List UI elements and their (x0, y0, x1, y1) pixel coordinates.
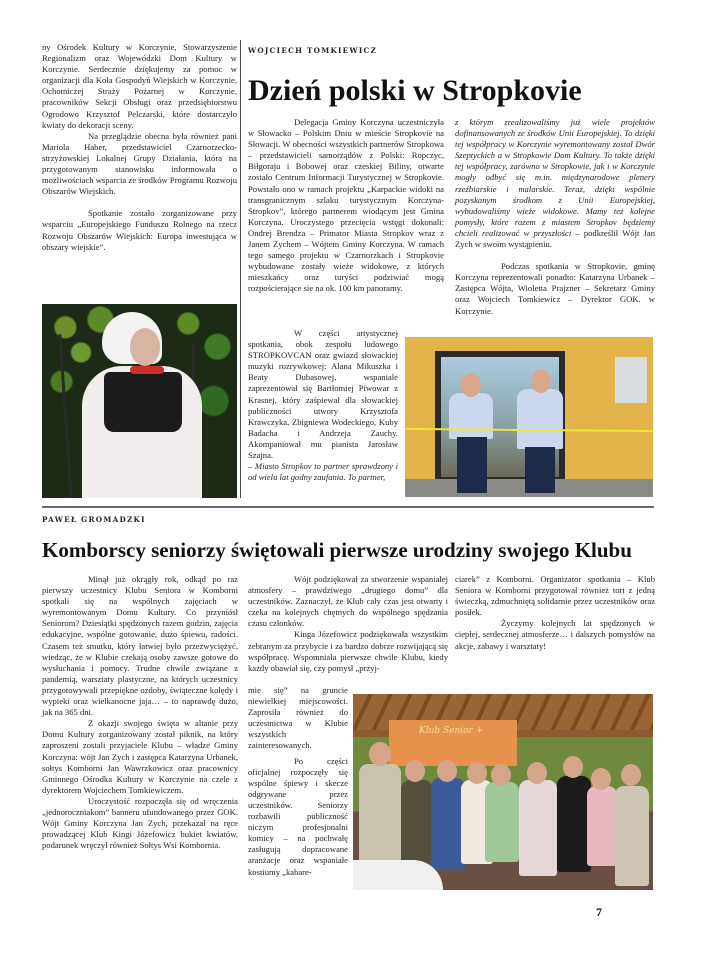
paragraph: Wójt podziękował za stworzenie wspaniałej atmosfery – prawdziwego „drugiego domu” dla uczestników. Zaznaczył, że Klub cały czas jest otwarty i czeka na kolejnych chętnych do wspólnego spędzania czasu członków. (248, 574, 448, 629)
left-column-text (42, 42, 237, 253)
paragraph: Na przeglądzie obecna była również pani Mariola Haber, przedstawiciel Czarnorzecko-strzyżowskiej Lokalnej Grupy Działania, która na przygotowanym stanowisku informowała o możliwościach wsparcia ze środków Programu Rozwoju Obszarów Wiejskich. (42, 130, 237, 197)
folk-singer-photo (42, 304, 237, 498)
article2-col3 (455, 574, 655, 652)
quote-continuation: z którym zrealizowaliśmy już wiele projektów dofinansowanych ze środków Unii Europejskiej. To dzięki tej współpracy w Korczynie wyremontowany został Dwór Szeptyckich a w Stropkowie Dom Kultury. To także dzięki tej współpracy, zarówno w Stropkowie, jak i w Korczynie mogły odbyć się m.in. międzynarodowe plenery rzeźbiarskie i malarskie. Teraz, dzięki wspólnie pozyskanym środkom z Unii Europejskiej, wybudowaliśmy wieże widokowe. Mamy też kolejne pomysły, które razem z miastem Stropkov będziemy chcieli realizować w przyszłości (455, 117, 655, 238)
article1-title: Dzień polski w Stropkovie (248, 74, 582, 107)
paragraph: Kinga Józefowicz podziękowała wszystkim zebranym za przybycie i za bardzo dobrze rozwijającą się współpracę. Wspomniała pierwsze chwile Klubu, kiedy każdy obawiał się, czy pomysł „przyj- (248, 629, 448, 673)
article2-author: PAWEŁ GROMADZKI (42, 515, 146, 524)
section-divider (42, 506, 654, 508)
paragraph: Po części oficjalnej rozpoczęły się wspólne śpiewy i skecze odgrywane przez uczestników. Seniorzy rozbawili publiczność niczym profesjonalni komicy – na pochwałę zasługują dopracowane aranżacje oraz wspaniałe kostiumy „kabare- (248, 755, 348, 877)
paragraph: ciarek” z Komborni. Organizator spotkania – Klub Seniora w Komborni przygotował również tort z jedną świeczką, zdmuchniętą solidarnie przez uczestników oraz posiłek. (455, 574, 655, 618)
paragraph: Uroczystość rozpoczęła się od wręczenia „jednoroczniakom” banneru ufundowanego przez GOK. Wójt Gminy Korczyna Jan Zych, przekazał na ręce prowadzącej Klub Kingi Józefowicz bukiet kwiatów, podarunek wręczył również Sołtys Wsi Kombornia. (42, 795, 238, 851)
quote-attribution: – podkreślił Wójt Jan Zych w swoim wystąpieniu. (455, 227, 655, 250)
paragraph: Podczas spotkania w Stropkovie, gminę Korczyna reprezentowali ponadto: Katarzyna Urbanek – Zastępca Wójta, Wioletta Prajzner – Sekretarz Gminy oraz Wojciech Tomkiewicz – Dyrektor GOK. w Korczynie. (455, 261, 655, 316)
article1-col1 (248, 117, 444, 295)
quote-start: – Miasto Stropkov to partner sprawdzony i od wielu lat godny zaufania. To partner, (248, 461, 398, 483)
article2-col2-narrow (248, 685, 348, 878)
article2-col1 (42, 574, 238, 851)
article1-col1-lower (248, 328, 398, 483)
paragraph: W części artystycznej spotkania, obok zespołu ludowego STROPKOVCAN oraz gwiazd słowackiej muzyki rozrywkowej: Alana Mikuszka i Beaty Dubasowej, wspaniale zaprezentował się Bartłomiej Piwowar z Krasnej, który zaśpiewał dla słowackiej publiczności utwory Krzysztofa Krawczyka, Zbigniewa Wodeckiego, Kuby Badacha i Andrzeja Zauchy. Akompaniował mu pianista Jarosław Szajna. (248, 328, 398, 461)
paragraph: Delegacja Gminy Korczyna uczestniczyła w Słowacko – Polskim Dniu w mieście Stropkovie na Słowacji. W obecności wszystkich partnerów Stropkowa – przedstawicieli samorządów z Polski: Ropczyc, Biłgoraju i Bobowej oraz czeskiej Biliny, otwarte zostało Centrum Informacji Turystycznej w Stropkovie. Powstało ono w ramach projektu „Karpackie widoki na transgranicznym szlaku turystycznym Korczyna-Stropkov”, którego partnerem wiodącym jest Gmina Korczyna. Uroczystego przecięcia wstęgi dokonali: Ondrej Brendza – Primator Miasta Stropkov wraz z Janem Zychem – Wójtem Gminy Korczyna. W ramach tego samego projektu w Czarnorzkach i Stropkovie wybudowane zostały wieże widokowe, z których mieszkańcy oraz turyści podziwiać mogą rozpościerające sie na ok. 100 km panoramy. (248, 117, 444, 294)
paragraph: ny Ośrodek Kultury w Korczynie, Stowarzyszenie Regionalizm oraz Wojewódzki Dom Kultury w Korczynie. Serdecznie dziękujemy za pomoc w organizacji dla Koła Gospodyń Wiejskich w Korczynie, Ochotniczej Straży Pożarnej w Korczynie, pracowników Sekcji Obsługi oraz przedsiębiorstwu Ogrodowo Krzysztof Pelczarski, które dostarczyło kwiaty do dekoracji sceny. (42, 42, 237, 130)
paragraph: mie się” na gruncie niewielkiej miejscowości. Zaprosiła również do uczestnictwa w Klubie wszystkich zainteresowanych. (248, 685, 348, 751)
article2-col2 (248, 574, 448, 674)
banner-text: Klub Senior + (419, 726, 484, 736)
article2-title: Komborscy seniorzy świętowali pierwsze urodziny swojego Klubu (42, 538, 632, 562)
paragraph: Minął już okrągły rok, odkąd po raz pierwszy uczestnicy Klubu Seniora w Komborni spotkali się na wspólnych zajęciach w wyremontowanym Domu Kultury. Co przyniósł Seniorom? Dziesiątki spędzonych razem godzin, zajęcia edukacyjne, wspólne gotowanie, dużo śpiewu, radości. Czasem też smutku, który łatwiej było przezwyciężyć, wiedząc, że w Klubie czekają osoby zawsze gotowe do wysłuchania i pomocy. Trudne chwile związane z pandemią, warsztaty plastyczne, na których uczestnicy przygotowywali przepiękne ozdoby, świąteczne kolędy i wypieki oraz wielkanocne jaja… – to naprawdę dużo, jak na 365 dni. (42, 574, 238, 718)
page-number: 7 (596, 905, 602, 919)
article1-author: WOJCIECH TOMKIEWICZ (248, 46, 378, 55)
ribbon-cutting-photo (405, 337, 653, 497)
paragraph: Spotkanie zostało zorganizowane przy wsparciu „Europejskiego Funduszu Rolnego na rzecz Rozwoju Obszarów Wiejskich: Europa inwestująca w obszary wiejskie”. (42, 208, 237, 252)
paragraph: Życzymy kolejnych lat spędzonych w ciepłej, serdecznej atmosferze… i dalszych pomysłów na akcje, zabawy i warsztaty! (455, 618, 655, 651)
paragraph: Z okazji swojego święta w altanie przy Domu Kultury zorganizowany został piknik, na który zaproszeni zostali przyjaciele Klubu – władze Gminy Korczyna: wójt Jan Zych i zastępca Katarzyna Urbanek, sołtys Komborni Jan Wawrzkowicz oraz pracownicy Gminnego Ośrodka Kultury w Korczynie na czele z dyrektorem Wojciechem Tomkiewiczem. (42, 718, 238, 795)
article1-col2 (455, 117, 655, 317)
seniors-group-photo (353, 694, 653, 890)
column-divider (240, 40, 241, 498)
